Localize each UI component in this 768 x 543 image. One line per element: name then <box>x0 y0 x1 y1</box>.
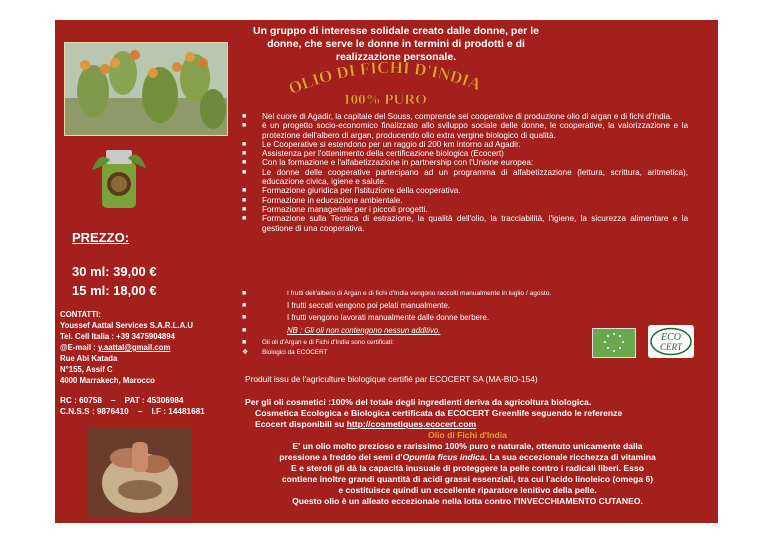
bullet-square-icon: ■ <box>242 302 247 310</box>
list-item <box>242 205 688 214</box>
list-item-text: Con la formazione e l'alfabetizzazione in partnership con l'Unione europea: <box>262 158 534 168</box>
description-line: contiene inoltre grandi quantità di acidi grassi essenziali, tra cui l'acido linoleico (omega 6) <box>281 474 654 484</box>
description-line: e costituisce quindi un eccellente riparatore lenitivo della pelle. <box>338 485 597 495</box>
ecocert-logo <box>648 325 694 358</box>
list-item-text: Nel cuore di Agadir, la capitale del Souss, comprende sei cooperative di produzione olio di argan e di fichi d'India. <box>262 112 673 121</box>
bullet-square-icon: ■ <box>242 187 247 195</box>
list-item <box>242 168 688 187</box>
bullet-square-icon: ■ <box>242 159 247 167</box>
women-working-photo <box>88 428 192 518</box>
list-item-text: I frutti vengono lavorati manualmente dalle donne berbere. <box>287 313 489 323</box>
price-15ml: 15 ml: 18,00 € <box>72 283 157 298</box>
description-line: Questo olio è un alleato eccezionale nella lotta contro l'INVECCHIAMENTO CUTANEO. <box>292 496 643 506</box>
certification-note: Produit issu de l'agriculture biologique certifié par ECOCERT SA (MA-BIO-154) <box>245 374 538 384</box>
cnss-line: C.N.S.S : 9876410 – I.F : 14481681 <box>60 407 205 416</box>
list-item-text: è un progetto socio-economico finalizzato allo sviluppo sociale delle donne, le cooperative, la valorizzazione e la protezione dell'albero di argan, producendo olio extra vergine biologico di qualità. <box>262 121 688 140</box>
bullet-square-icon: ■ <box>242 326 247 334</box>
contacts-title: CONTATTI: <box>60 310 101 319</box>
bullet-square-icon: ■ <box>242 150 247 158</box>
list-item-text: Assistenza per l'ottenimento della certificazione biologica (Ecocert) <box>262 149 504 159</box>
address-number: N°155, Assif C <box>60 365 113 374</box>
list-item <box>242 149 688 158</box>
list-item-text: Biologici da ECOCERT <box>262 349 328 357</box>
oil-jar-photo <box>90 140 148 214</box>
list-item <box>242 112 688 121</box>
list-item-text: I frutti seccati vengono poi pelati manualmente. <box>287 301 450 311</box>
list-item <box>242 348 582 357</box>
arc-subtitle: 100% PURO <box>343 92 427 108</box>
product-description <box>245 397 690 507</box>
list-item-text: I frutti dell'albero di Argan e di fichi d'India vengono raccolti manualmente in luglio / agosto. <box>287 290 552 297</box>
phone-number: Tel. Cell Italia : +39 3475904894 <box>60 332 175 341</box>
olio-title: Olio di Fichi d'India <box>428 430 507 440</box>
list-item <box>242 289 582 298</box>
bullet-square-icon: ■ <box>242 205 247 213</box>
bullet-square-icon: ■ <box>242 122 247 130</box>
list-item <box>242 158 688 167</box>
list-item-text: Formazione giuridica per l'istituzione della cooperativa. <box>262 186 461 196</box>
header-line: Un gruppo di interesse solidale creato dalle donne, per le <box>253 25 539 37</box>
header-text <box>232 25 560 64</box>
header-line: donne, che serve le donne in termini di prodotti e di <box>267 38 525 50</box>
address-street: Rue Abi Katada <box>60 354 118 363</box>
description-text: . La sua eccezionale ricchezza di vitamina <box>484 452 656 462</box>
product-title-arc <box>285 60 485 108</box>
rc-line: RC : 60758 – PAT : 45306984 <box>60 396 184 405</box>
bullet-square-icon: ■ <box>242 140 247 148</box>
header-line: realizzazione personale. <box>335 51 457 63</box>
ecocert-logo-top: ECO <box>661 332 681 343</box>
description-line <box>245 452 690 463</box>
list-item <box>242 121 688 140</box>
bullet-square-icon: ■ <box>242 290 247 297</box>
list-item-text: NB : Gli oli non contengono nessun additivo. <box>287 325 441 335</box>
bullet-square-icon: ■ <box>242 168 247 176</box>
species-name: Opuntia ficus indica <box>402 452 485 462</box>
arc-title: OLIO DI FICHI D'INDIA <box>285 60 484 99</box>
list-item-text: Formazione in educazione ambientale. <box>262 195 403 205</box>
list-item-text: Formazione sulla Tecnica di estrazione, la qualità dell'olio, la tracciabilità, l'igiene, la sicurezza alimentare e la gestione di una cooperativa. <box>262 214 688 233</box>
email-link[interactable]: y.aattal@gmail.com <box>97 343 171 352</box>
bullet-square-icon: ■ <box>242 314 247 322</box>
description-line: E e steroli gli dà la capacità inusuale di proteggere la pelle contro i radicali liberi. Esso <box>291 463 644 473</box>
list-item <box>242 301 582 310</box>
bullet-square-icon: ■ <box>242 113 247 120</box>
list-item <box>242 338 582 347</box>
contacts-block <box>60 309 193 386</box>
list-item <box>242 140 688 149</box>
company-name: Youssef Aattal Services S.A.R.L.A.U <box>60 321 194 330</box>
list-item-text: Le donne delle cooperative partecipano ad un programma di alfabetizzazione (lettura, scrittura, aritmetica), educazione civica, igiene e salute. <box>262 167 688 187</box>
bullet-square-icon: ■ <box>242 196 247 204</box>
list-item <box>242 214 688 233</box>
price-30ml: 30 ml: 39,00 € <box>72 264 157 279</box>
list-item-text: Formazione manageriale per i piccoli progetti. <box>262 204 428 214</box>
address-city: 4000 Marrakech, Marocco <box>60 376 155 385</box>
ecocert-logo-bottom: CERT <box>659 342 683 352</box>
ecocert-link[interactable]: http://cosmetiques.ecocert.com <box>346 419 477 429</box>
ecocert-link-label: Ecocert disponibili su <box>255 419 347 429</box>
list-item <box>242 186 688 195</box>
process-bullet-list <box>242 289 582 358</box>
cosmetics-line: Per gli oli cosmetici :100% del totale degli ingredienti deriva da agricoltura biologica. <box>245 397 592 407</box>
list-item <box>242 326 582 335</box>
description-text: pressione a freddo dei semi d' <box>279 452 403 462</box>
price-title: PREZZO: <box>72 230 130 245</box>
bullet-square-icon: ■ <box>242 338 247 346</box>
list-item <box>242 313 582 322</box>
ecocert-line: Cosmetica Ecologica e Biologica certificata da ECOCERT Greenlife seguendo le referenze <box>255 408 623 418</box>
registration-info <box>60 395 205 417</box>
email-label: @E-mail : <box>60 343 98 352</box>
email-line <box>60 342 193 353</box>
description-line: E' un olio molto prezioso e rarissimo 100% puro e naturale, ottenuto unicamente dalla <box>292 441 643 451</box>
list-item-text: Le Cooperative si estendono per un raggio di 200 km intorno ad Agadir. <box>262 139 521 149</box>
bullet-square-icon: ■ <box>242 215 247 223</box>
list-item-text: Gli oli d'Argan e di Fichi d'India sono certificati: <box>262 338 394 346</box>
ecocert-link-line <box>245 419 690 430</box>
eu-organic-logo <box>592 328 636 358</box>
list-item <box>242 196 688 205</box>
cactus-photo <box>64 42 228 136</box>
bullet-diamond-icon: ❖ <box>242 349 249 357</box>
project-bullet-list <box>242 112 688 233</box>
